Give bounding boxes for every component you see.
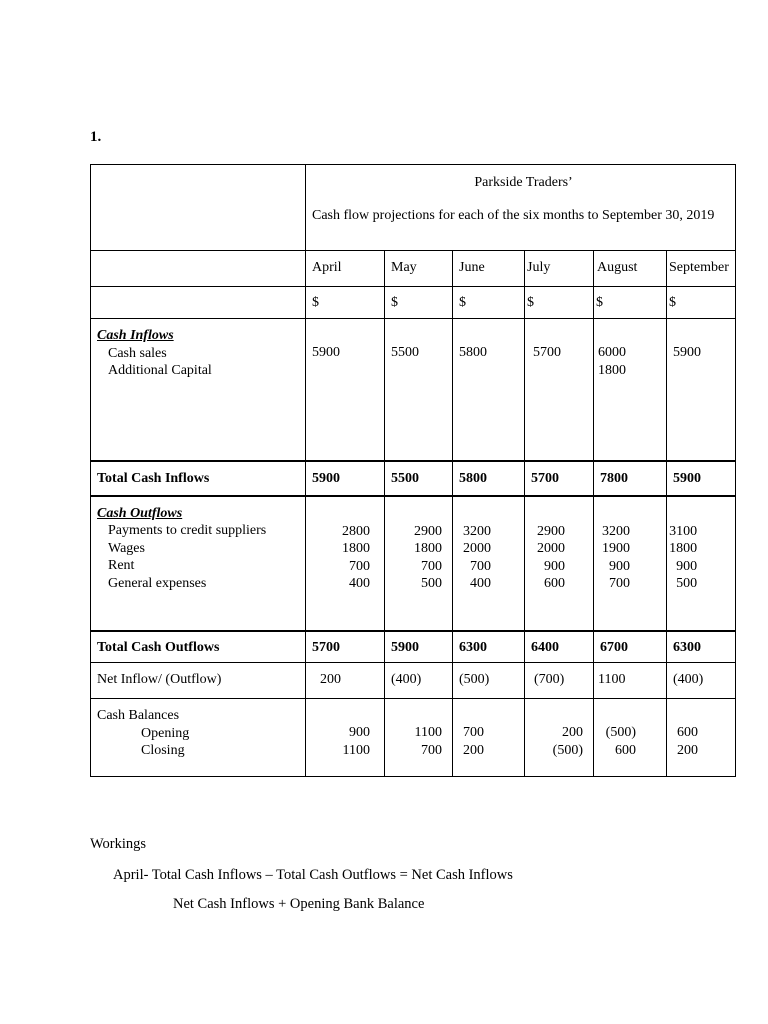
balances-heading: Cash Balances: [97, 708, 180, 723]
balances-values: [306, 699, 385, 777]
inflows-values: [667, 319, 736, 461]
total-outflows-label: Total Cash Outflows: [91, 631, 306, 663]
opening-balance: 600: [677, 725, 698, 740]
total-outflows-value: 5900: [385, 631, 453, 663]
outflow-value: 500: [676, 576, 698, 591]
net-value: (400): [385, 663, 453, 699]
total-inflows-value: 7800: [594, 461, 667, 496]
currency-cell: $: [525, 287, 594, 319]
closing-balance: 200: [463, 742, 484, 758]
outflows-labels: [91, 496, 306, 631]
workings-heading: Workings: [90, 836, 147, 852]
blank-cell: [91, 287, 306, 319]
outflow-item: General expenses: [108, 575, 207, 591]
blank-cell: [91, 251, 306, 287]
outflow-item: Rent: [108, 558, 135, 573]
inflows-heading: Cash Inflows: [97, 328, 174, 343]
outflow-item: Wages: [108, 540, 145, 556]
total-inflows-row: [91, 461, 736, 496]
cash-balances-row: [91, 699, 736, 777]
total-outflows-value: 6700: [594, 631, 667, 663]
balances-values: [594, 699, 667, 777]
opening-balance: 1100: [414, 725, 442, 740]
outflow-value: 1800: [669, 541, 698, 556]
inflow-value: 1800: [598, 362, 626, 378]
net-value: 1100: [594, 663, 667, 699]
month-header: June: [453, 251, 525, 287]
currency-cell: $: [594, 287, 667, 319]
net-value: (500): [453, 663, 525, 699]
outflow-value: 900: [544, 558, 565, 574]
cash-inflows-row: [91, 319, 736, 461]
outflow-value: 2000: [463, 541, 491, 556]
currency-cell: $: [667, 287, 736, 319]
balances-values: [453, 699, 525, 777]
total-inflows-value: 5900: [306, 461, 385, 496]
outflow-value: 3200: [602, 523, 630, 539]
inflow-item: Additional Capital: [108, 363, 212, 378]
blank-cell: [91, 165, 306, 251]
title-row: [91, 165, 736, 251]
opening-balance: 900: [349, 725, 370, 740]
table-subtitle: Cash flow projections for each of the six months to September 30, 2019: [312, 207, 715, 223]
inflows-values: [385, 319, 453, 461]
outflow-value: 400: [470, 576, 491, 591]
total-inflows-value: 5700: [525, 461, 594, 496]
outflow-value: 700: [609, 576, 630, 591]
total-inflows-label: Total Cash Inflows: [91, 461, 306, 496]
inflow-value: 5900: [312, 345, 340, 360]
balances-labels: [91, 699, 306, 777]
outflows-values: [385, 496, 453, 631]
outflow-value: 700: [470, 558, 491, 574]
outflows-heading: Cash Outflows: [97, 505, 183, 521]
outflow-value: 1800: [414, 541, 442, 556]
outflow-value: 2000: [537, 541, 565, 556]
opening-label: Opening: [141, 725, 190, 741]
outflow-value: 600: [544, 576, 565, 591]
closing-balance: (500): [552, 742, 583, 758]
month-header: July: [525, 251, 594, 287]
inflow-value: 5700: [533, 345, 561, 360]
inflow-value: 6000: [598, 345, 626, 360]
total-inflows-value: 5500: [385, 461, 453, 496]
inflows-values: [525, 319, 594, 461]
outflow-value: 1900: [602, 541, 630, 556]
balances-values: [667, 699, 736, 777]
month-header: April: [306, 251, 385, 287]
net-value: 200: [306, 663, 385, 699]
month-header: August: [594, 251, 667, 287]
outflows-values: [594, 496, 667, 631]
total-inflows-value: 5800: [453, 461, 525, 496]
question-number: 1.: [90, 129, 102, 145]
outflows-values: [525, 496, 594, 631]
month-header: September: [667, 251, 736, 287]
outflow-value: 2900: [537, 523, 565, 539]
total-outflows-value: 6300: [453, 631, 525, 663]
closing-label: Closing: [141, 743, 185, 758]
total-outflows-row: [91, 631, 736, 663]
workings-line: April- Total Cash Inflows – Total Cash Outflows = Net Cash Inflows: [113, 867, 513, 883]
outflow-value: 3100: [669, 523, 698, 539]
balances-values: [525, 699, 594, 777]
currency-cell: $: [306, 287, 385, 319]
outflow-value: 3200: [463, 523, 491, 539]
closing-balance: 700: [421, 742, 442, 758]
total-outflows-value: 6300: [667, 631, 736, 663]
closing-balance: 600: [615, 742, 636, 758]
company-name: Parkside Traders’: [474, 175, 573, 190]
inflow-value: 5800: [459, 345, 487, 360]
outflow-item: Payments to credit suppliers: [108, 523, 267, 538]
inflows-values: [594, 319, 667, 461]
opening-balance: 700: [463, 725, 484, 740]
net-value: (400): [667, 663, 736, 699]
outflow-value: 700: [349, 558, 370, 574]
opening-balance: 200: [562, 725, 583, 740]
inflows-values: [453, 319, 525, 461]
outflow-value: 900: [676, 558, 698, 574]
month-header-row: [91, 251, 736, 287]
net-value: (700): [525, 663, 594, 699]
currency-cell: $: [453, 287, 525, 319]
opening-balance: (500): [605, 725, 636, 740]
closing-balance: 1100: [342, 742, 370, 758]
total-inflows-value: 5900: [667, 461, 736, 496]
outflow-value: 2900: [414, 523, 442, 539]
outflow-value: 400: [349, 576, 370, 591]
cash-flow-table: [90, 164, 736, 777]
outflow-value: 2800: [342, 523, 370, 539]
total-outflows-value: 6400: [525, 631, 594, 663]
currency-cell: $: [385, 287, 453, 319]
inflows-values: [306, 319, 385, 461]
net-row: [91, 663, 736, 699]
workings-line: Net Cash Inflows + Opening Bank Balance: [173, 896, 425, 912]
outflow-value: 1800: [342, 541, 370, 556]
closing-balance: 200: [677, 742, 698, 758]
currency-row: [91, 287, 736, 319]
balances-values: [385, 699, 453, 777]
outflow-value: 500: [421, 576, 442, 591]
inflow-value: 5900: [673, 345, 701, 360]
outflow-value: 900: [609, 558, 630, 574]
inflows-labels: [91, 319, 306, 461]
inflow-item: Cash sales: [108, 345, 167, 361]
total-outflows-value: 5700: [306, 631, 385, 663]
outflows-values: [306, 496, 385, 631]
cash-outflows-row: [91, 496, 736, 631]
month-header: May: [385, 251, 453, 287]
inflow-value: 5500: [391, 345, 419, 360]
outflows-values: [667, 496, 736, 631]
outflow-value: 700: [421, 558, 442, 574]
title-cell: [306, 165, 736, 251]
outflows-values: [453, 496, 525, 631]
net-label: Net Inflow/ (Outflow): [91, 663, 306, 699]
